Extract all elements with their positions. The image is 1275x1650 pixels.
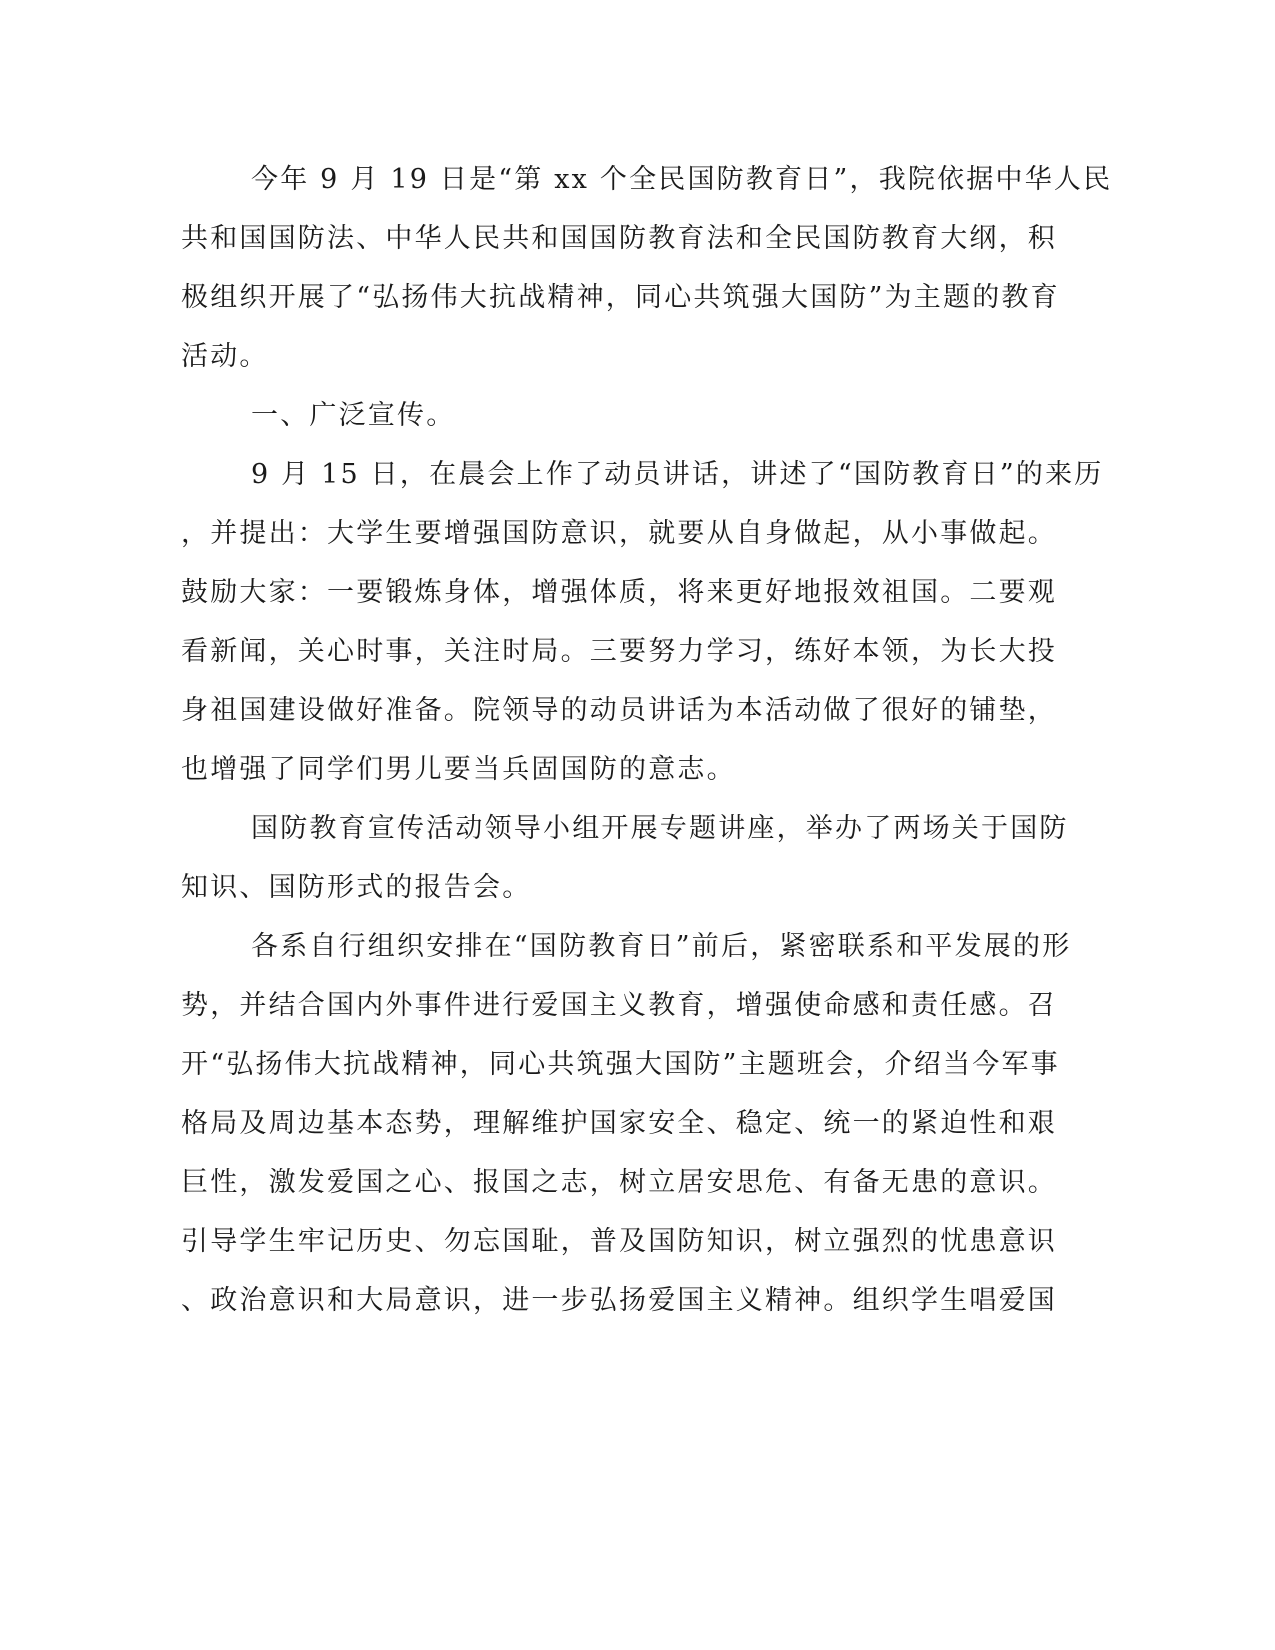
text-line: 势，并结合国内外事件进行爱国主义教育，增强使命感和责任感。召 — [181, 990, 1057, 1021]
text-line: 引导学生牢记历史、勿忘国耻，普及国防知识，树立强烈的忧患意识 — [181, 1226, 1057, 1257]
text-line: 国防教育宣传活动领导小组开展专题讲座，举办了两场关于国防 — [251, 813, 1069, 844]
document-body — [181, 150, 1113, 1330]
text-line: 开“弘扬伟大抗战精神，同心共筑强大国防”主题班会，介绍当今军事 — [181, 1049, 1060, 1080]
text-line: 极组织开展了“弘扬伟大抗战精神，同心共筑强大国防”为主题的教育 — [181, 282, 1060, 313]
text-line: 活动。 — [181, 341, 269, 372]
text-line: 、政治意识和大局意识，进一步弘扬爱国主义精神。组织学生唱爱国 — [181, 1285, 1057, 1316]
text-line: 格局及周边基本态势，理解维护国家安全、稳定、统一的紧迫性和艰 — [181, 1108, 1057, 1139]
text-line: 看新闻，关心时事，关注时局。三要努力学习，练好本领，为长大投 — [181, 636, 1057, 667]
text-line: 共和国国防法、中华人民共和国国防教育法和全民国防教育大纲，积 — [181, 223, 1057, 254]
text-line: 知识、国防形式的报告会。 — [181, 872, 532, 903]
text-line: 9 月 15 日，在晨会上作了动员讲话，讲述了“国防教育日”的来历 — [251, 459, 1104, 490]
text-line: 巨性，激发爱国之心、报国之志，树立居安思危、有备无患的意识。 — [181, 1167, 1057, 1198]
text-line: 也增强了同学们男儿要当兵固国防的意志。 — [181, 754, 736, 785]
text-line: 各系自行组织安排在“国防教育日”前后，紧密联系和平发展的形 — [251, 931, 1072, 962]
text-line: ，并提出：大学生要增强国防意识，就要从自身做起，从小事做起。 — [181, 518, 1057, 549]
text-line: 今年 9 月 19 日是“第 xx 个全民国防教育日”，我院依据中华人民 — [251, 164, 1113, 195]
section-heading: 一、广泛宣传。 — [251, 400, 456, 431]
text-line: 身祖国建设做好准备。院领导的动员讲话为本活动做了很好的铺垫， — [181, 695, 1057, 726]
text-line: 鼓励大家：一要锻炼身体，增强体质，将来更好地报效祖国。二要观 — [181, 577, 1057, 608]
